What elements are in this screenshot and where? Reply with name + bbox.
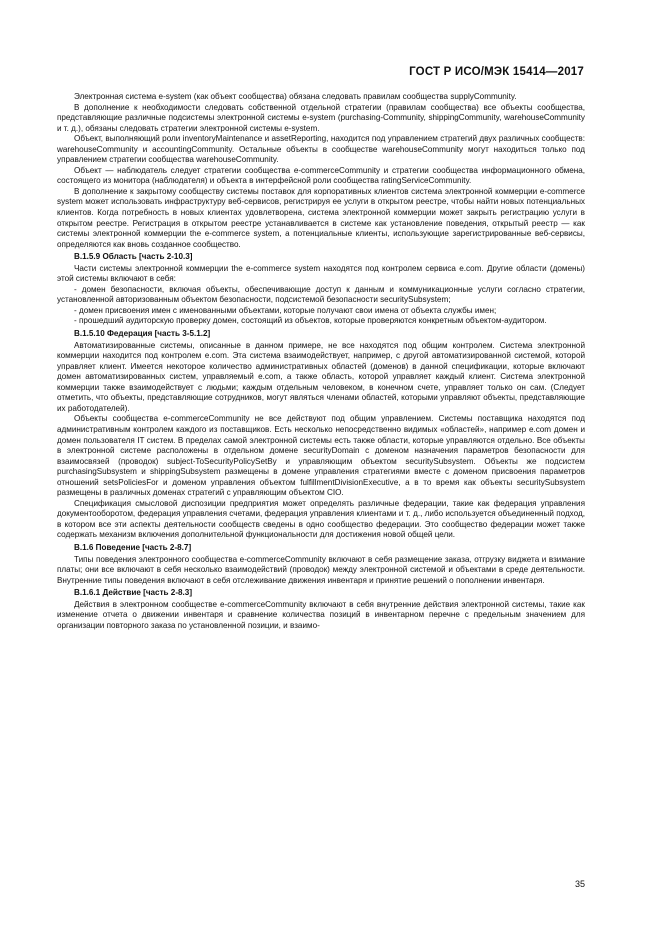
paragraph: Объект, выполняющий роли inventoryMaintenance и assetReporting, находится под управлением стратегий двух различных сообществ: warehouseCommunity и accountingCommunity. Остальные объекты в сообществе warehouseCommunity могут находиться только под управлением стратегии сообщества warehouseCommunity. [57,134,585,165]
document-header: ГОСТ Р ИСО/МЭК 15414—2017 [409,66,584,78]
section-heading: B.1.6 Поведение [часть 2-8.7] [74,542,192,552]
section-heading: B.1.5.10 Федерация [часть 3-5.1.2] [74,329,211,339]
list-item: - прошедший аудиторскую проверку домен, состоящий из объектов, которые проверяются конкретным объектом-аудитором. [74,316,547,326]
paragraph: Части системы электронной коммерции the e-commerce system находятся под контролем сервиса e.com. Другие области (домены) этой системы включают в себя: [57,263,585,284]
paragraph: В дополнение к необходимости следовать собственной отдельной стратегии (правилам сообщества) все объекты сообщества, представляющие различные подсистемы электронной системы e-system (purchasing-Community, shippingCommunity, warehouseCommunity и т. д.), обязаны следовать стратегии электронной системы e-system. [57,102,585,133]
section-heading: B.1.5.9 Область [часть 2-10.3] [74,252,193,262]
paragraph: Автоматизированные системы, описанные в данном примере, не все находятся под общим контролем. Система электронной коммерции находится под контролем e.com. Эта система взаимодействует, например, с другой автоматизированной системой, которой управляет клиент. Имеется некоторое количество административных областей (доменов) в данной спецификации, которые включают домен автоматизированных систем, управляемый e.com, а также область, которой управляет каждый клиент. Система электронной коммерции также взаимодействует с людьми; каждым отдельным человеком, в конечном счете, управляет только он сам. (Следует отметить, что объекты, представляющие сотрудников, могут являться членами областей, которыми управляют объекты, представляющие их работодателей). [57,340,585,413]
paragraph: В дополнение к закрытому сообществу системы поставок для корпоративных клиентов система электронной коммерции e-commerce system может использовать инфраструктуру веб-сервисов, регистрируя ее услуги в открытом реестре, чтобы найти новых потенциальных клиентов. Когда потребность в новых клиентах удовлетворена, система электронной коммерции может закрыть регистрацию услуги в открытом реестре. Регистрация в открытом реестре устанавливается в системе как установление поведения, открытый реестр — как системы электронной коммерции the e-commerce system, а потенциальные клиенты, использующие зарегистрированные веб-сервисы, определяются как вновь созданное сообщество. [57,186,585,249]
paragraph: Спецификация смысловой диспозиции предприятия может определять различные федерации, такие как федерация управления документооборотом, федерация управления счетами, федерация управления клиентами и т. д., либо используется объединенный подход, в котором все эти аспекты деятельности сообществ сведены в одно сообщество федерации. Это сообщество федерации может также содержать механизм включения дополнительной функциональности для достижения новой общей цели. [57,498,585,540]
document-body [57,92,585,631]
page-number: 35 [574,879,585,889]
list-item: - домен безопасности, включая объекты, обеспечивающие доступ к данным и коммуникационные услуги согласно стратегии, установленной авторизованным объектом безопасности, подсистемой безопасности securitySubsystem; [57,284,585,305]
list-item: - домен присвоения имен с именованными объектами, которые получают свои имена от объекта службы имен; [74,305,497,315]
paragraph: Действия в электронном сообществе e-commerceCommunity включают в себя внутренние действия электронной системы, такие как изменение отчета о движении инвентаря и сравнение количества позиций в инвентарном перечне с предельным значением для организации повторного заказа по установленной позиции, и взаимо- [57,599,585,630]
paragraph: Электронная система e-system (как объект сообщества) обязана следовать правилам сообщества supplyCommunity. [74,92,517,101]
paragraph: Объект — наблюдатель следует стратегии сообщества e-commerceCommunity и стратегии сообщества информационного обмена, состоящего из монитора (наблюдателя) и объекта в интерфейсной роли сообщества ratingServiceCommunity. [57,165,585,186]
paragraph: Объекты сообщества e-commerceCommunity не все действуют под общим управлением. Системы поставщика находятся под административным контролем каждого из поставщиков. Есть несколько непосредственно видимых «областей», например e.com домен и домен пользователя IT систем. В пределах самой электронной системы есть также области, которые управляются отдельно. Все объекты в электронной системе расположены в отдельном домене securityDomain с доменом назначения параметров безопасности для взаимосвязей (проводок) subject-ToSecurityPolicySetBy и управляющим объектом securitySubsystem. Объекты же подсистем purchasingSubsystem и shippingSubsystem размещены в домене управления стратегиями вместе с доменом присвоения параметров отношений setsPoliciesFor и доменом управления объектом fulfillmentDivisionExecutive, а в то время как объекты securitySubsystem размещены в различных доменах стратегий с управляющим объектом CIO. [57,414,585,498]
paragraph: Типы поведения электронного сообщества e-commerceCommunity включают в себя размещение заказа, отгрузку виджета и взимание платы; они все включают в себя несколько взаимодействий (проводок) между электронной системой и объектами в среде деятельности. Внутренние типы поведения включают в себя отслеживание движения инвентаря и принятие решений о пополнении инвентаря. [57,554,585,585]
section-heading: B.1.6.1 Действие [часть 2-8.3] [74,588,193,598]
